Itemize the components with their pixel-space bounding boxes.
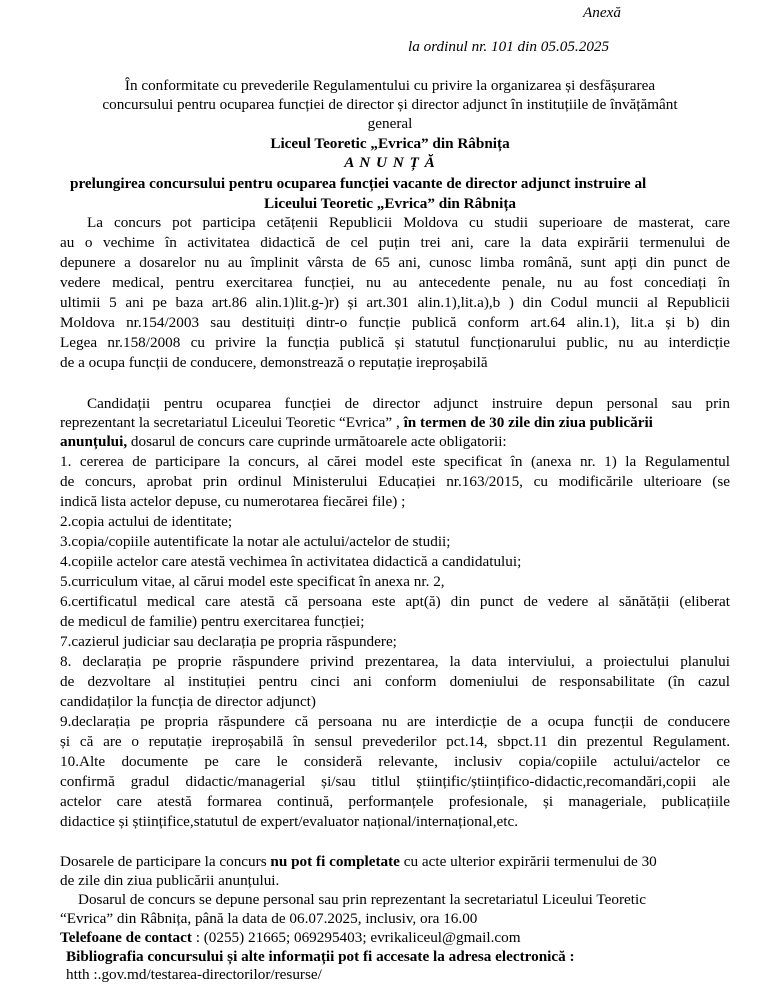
document-item: de medicul de familie) pentru exercitarea funcției; — [60, 613, 365, 630]
submission-line: Candidații pentru ocuparea funcției de director adjunct instruire depun personal sau prin — [87, 395, 730, 412]
submission-deadline-text: anunțului, — [60, 433, 128, 450]
eligibility-line: Legea nr.158/2008 cu privire la funcția publică și statutul funcționarului public, nu au interdicție — [60, 334, 730, 351]
document-item: de concurs, aprobat prin ordinul Ministerului Educației nr.163/2015, cu modificările ulterioare (se — [60, 473, 730, 490]
contact-line — [60, 929, 521, 947]
document-item: didactice și științifice,statutul de expert/evaluator național/internațional,etc. — [60, 813, 518, 830]
document-item: 6.certificatul medical care atestă că persoana este apt(ă) din punct de vedere al sănătății (eliberat — [60, 593, 730, 610]
document-item: 9.declarația pe propria răspundere că persoana nu are interdicție de a ocupa funcții de conducere — [60, 713, 730, 730]
bibliography-heading: Bibliografia concursului și alte informații pot fi accesate la adresa electronică : — [66, 948, 575, 965]
submission-deadline-text: în termen de 30 zile din ziua publicării — [399, 414, 653, 431]
announcement-title: A N U N Ț Ă — [344, 154, 436, 171]
submission-text: reprezentant la secretariatul Liceului Teoretic “Evrica” , — [60, 414, 400, 431]
document-item: indică lista actelor depuse, cu numerotarea fiecărei file) ; — [60, 493, 406, 510]
document-item: și că are o reputație ireproșabilă în sensul prevederilor pct.14, sbpct.11 din prezentul Regulament. — [60, 733, 730, 750]
intro-line: În conformitate cu prevederile Regulamentului cu privire la organizarea și desfășurarea — [124, 77, 656, 94]
eligibility-line: Moldova nr.154/2003 sau destituiți dintr-o funcție publică conform art.64 alin.1), lit.a și b) din — [60, 314, 730, 331]
completion-note-line: de zile din ziua publicării anunțului. — [60, 872, 280, 889]
document-item: de dezvoltare al instituției pentru cinci ani conform domeniului de responsabilitate (în cazul — [60, 673, 730, 690]
completion-note-emphasis: nu pot fi completate — [270, 853, 400, 870]
eligibility-line: vedere medical, pentru exercitarea funcției, nu au antecedente penale, nu au fost concediați în — [60, 274, 730, 291]
document-item: 4.copiile actelor care atestă vechimea în activitatea didactică a candidatului; — [60, 553, 522, 570]
order-reference: la ordinul nr. 101 din 05.05.2025 — [408, 38, 610, 55]
bibliography-url[interactable]: htth :.gov.md/testarea-directorilor/resurse/ — [66, 966, 322, 983]
contact-value: : (0255) 21665; 069295403; evrikaliceul@gmail.com — [191, 929, 521, 946]
document-item: 1. cererea de participare la concurs, al cărei model este specificat în (anexa nr. 1) la Regulamentul — [60, 453, 730, 470]
completion-note-text: cu acte ulterior expirării termenului de 30 — [399, 853, 657, 870]
submission-line — [60, 433, 507, 451]
submission-line — [60, 414, 653, 432]
document-item: actelor care atestă formarea continuă, performanțele profesionale, și manageriale, publicațiile — [60, 793, 730, 810]
eligibility-line: La concurs pot participa cetățenii Republicii Moldova cu studii superioare de masterat, care — [87, 214, 730, 231]
deadline-line: “Evrica” din Râbnița, până la data de 06.07.2025, inclusiv, ora 16.00 — [60, 910, 478, 927]
eligibility-line: depunere a dosarelor nu au împlinit vârsta de 65 ani, cunosc limba română, sunt apți din punct de — [60, 254, 730, 271]
subject-line: prelungirea concursului pentru ocuparea funcției vacante de director adjunct instruire al — [70, 175, 647, 192]
document-item: 7.cazierul judiciar sau declarația pe propria răspundere; — [60, 633, 397, 650]
document-item: 5.curriculum vitae, al cărui model este specificat în anexa nr. 2, — [60, 573, 445, 590]
document-item: 8. declarația pe proprie răspundere privind prezentarea, la data interviului, a proiectului planului — [60, 653, 730, 670]
completion-note-text: Dosarele de participare la concurs — [60, 853, 271, 870]
document-item: 10.Alte documente pe care le consideră relevante, inclusiv copia/copiile actului/actelor ce — [60, 753, 730, 770]
submission-text: dosarul de concurs care cuprinde următoarele acte obligatorii: — [127, 433, 507, 450]
intro-line: general — [367, 115, 413, 132]
document-item: 3.copia/copiile autentificate la notar ale actului/actelor de studii; — [60, 533, 451, 550]
contact-label: Telefoane de contact — [60, 929, 192, 946]
deadline-line: Dosarul de concurs se depune personal sau prin reprezentant la secretariatul Liceului Teoretic — [78, 891, 646, 908]
eligibility-line: au o vechime în activitatea didactică de cel puțin trei ani, care la data expirării termenului de — [60, 234, 730, 251]
eligibility-line: ultimii 5 ani pe baza art.86 alin.1)lit.g-)r) și art.301 alin.1),lit.a),b ) din Codul muncii al Republicii — [60, 294, 730, 311]
school-name: Liceul Teoretic „Evrica” din Râbnița — [270, 135, 510, 152]
intro-line: concursului pentru ocuparea funcției de director și director adjunct în instituțiile de învățământ — [102, 96, 678, 113]
eligibility-line: de a ocupa funcții de conducere, demonstrează o reputație ireproșabilă — [60, 354, 488, 371]
document-item: confirmă gradul didactic/managerial și/sau titlul științific/științifico-didactic,recomandări,copii ale — [60, 773, 730, 790]
document-item: 2.copia actului de identitate; — [60, 513, 233, 530]
annex-label: Anexă — [583, 4, 621, 21]
document-item: candidaților la funcția de director adjunct) — [60, 693, 316, 710]
completion-note — [60, 853, 657, 871]
subject-line: Liceului Teoretic „Evrica” din Râbnița — [263, 195, 517, 212]
